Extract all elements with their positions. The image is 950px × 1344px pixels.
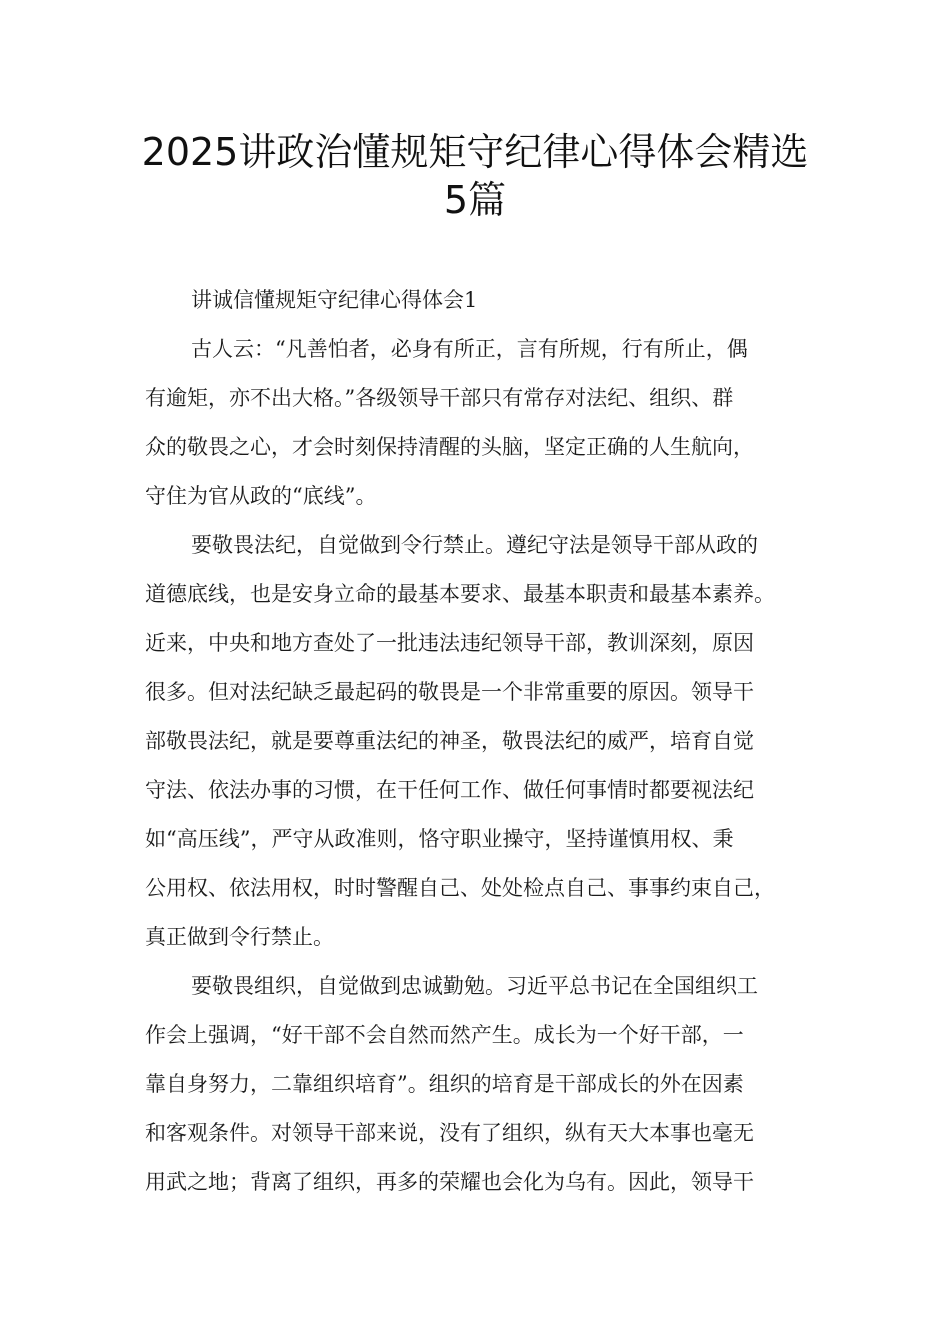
text-line: 道德底线，也是安身立命的最基本要求、最基本职责和最基本素养。 [145, 582, 775, 606]
text-line: 要敬畏组织，自觉做到忠诚勤勉。习近平总书记在全国组织工 [191, 974, 758, 998]
text-line: 公用权、依法用权，时时警醒自己、处处检点自己、事事约束自己， [145, 876, 775, 900]
text-line: 众的敬畏之心，才会时刻保持清醒的头脑，坚定正确的人生航向， [145, 435, 754, 459]
text-line: 讲诚信懂规矩守纪律心得体会1 [191, 288, 478, 312]
text-line: 真正做到令行禁止。 [145, 925, 334, 949]
text-line: 作会上强调，“好干部不会自然而然产生。成长为一个好干部，一 [145, 1023, 744, 1047]
text-line: 要敬畏法纪，自觉做到令行禁止。遵纪守法是领导干部从政的 [191, 533, 758, 557]
text-line: 部敬畏法纪，就是要尊重法纪的神圣，敬畏法纪的威严，培育自觉 [145, 729, 754, 753]
document-body [145, 283, 825, 1214]
text-line: 守法、依法办事的习惯，在干任何工作、做任何事情时都要视法纪 [145, 778, 754, 802]
text-line: 靠自身努力，二靠组织培育”。组织的培育是干部成长的外在因素 [145, 1072, 744, 1096]
text-line: 如“高压线”，严守从政准则，恪守职业操守，坚持谨慎用权、秉 [145, 827, 734, 851]
text-line: 和客观条件。对领导干部来说，没有了组织，纵有天大本事也毫无 [145, 1121, 754, 1145]
text-line: 很多。但对法纪缺乏最起码的敬畏是一个非常重要的原因。领导干 [145, 680, 754, 704]
document-title [60, 128, 890, 224]
text-line: 近来，中央和地方查处了一批违法违纪领导干部，教训深刻，原因 [145, 631, 754, 655]
text-line: 古人云：“凡善怕者，必身有所正，言有所规，行有所止，偶 [191, 337, 748, 361]
title-line: 5篇 [443, 178, 507, 222]
text-line: 有逾矩，亦不出大格。”各级领导干部只有常存对法纪、组织、群 [145, 386, 734, 410]
title-line: 2025讲政治懂规矩守纪律心得体会精选 [141, 130, 809, 174]
text-line: 守住为官从政的“底线”。 [145, 484, 377, 508]
text-line: 用武之地；背离了组织，再多的荣耀也会化为乌有。因此，领导干 [145, 1170, 754, 1194]
